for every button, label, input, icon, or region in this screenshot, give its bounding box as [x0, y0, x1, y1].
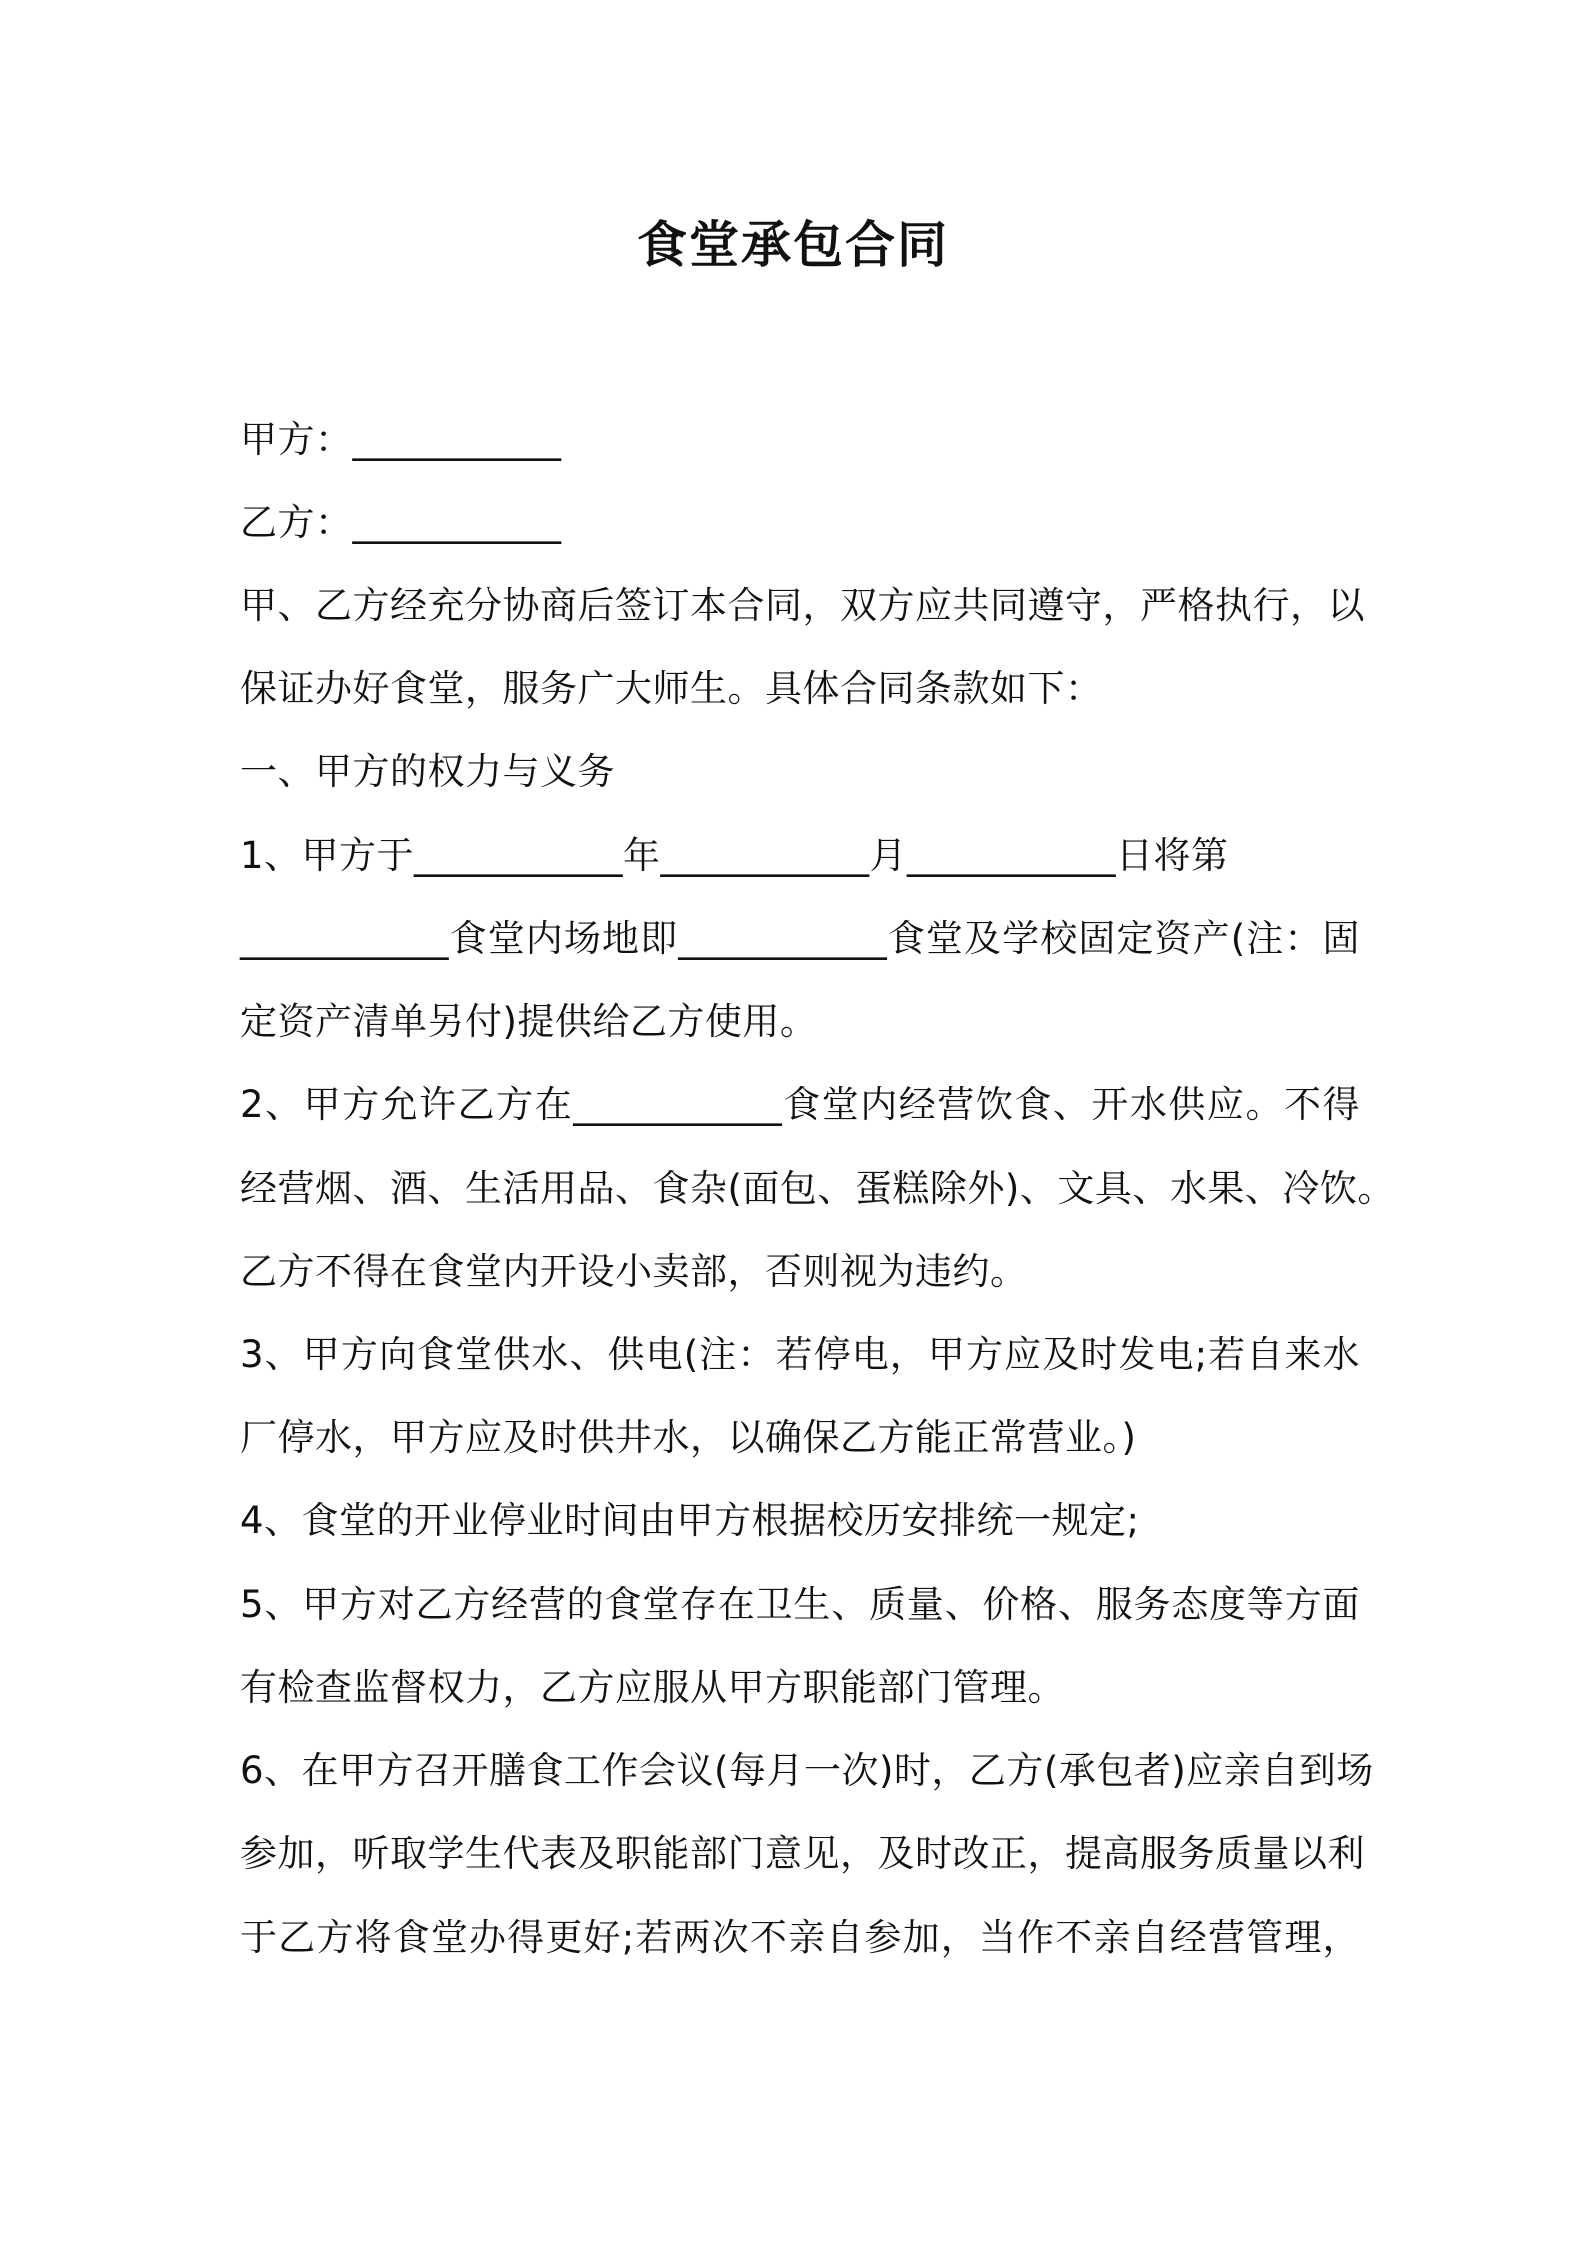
- clause-line: 有检查监督权力，乙方应服从甲方职能部门管理。: [240, 1666, 1065, 1709]
- party-b-line: 乙方：___________: [240, 501, 562, 544]
- body-line: 保证办好食堂，服务广大师生。具体合同条款如下：: [240, 667, 1103, 710]
- clause-line: 5、甲方对乙方经营的食堂存在卫生、质量、价格、服务态度等方面: [240, 1583, 1360, 1626]
- section-heading: 一、甲方的权力与义务: [240, 750, 615, 793]
- clause-line: 定资产清单另付)提供给乙方使用。: [240, 1000, 818, 1043]
- clause-line: ___________食堂内场地即___________食堂及学校固定资产(注：固: [240, 917, 1360, 960]
- party-a-line: 甲方：___________: [240, 418, 562, 461]
- clause-line: 参加，听取学生代表及职能部门意见，及时改正，提高服务质量以利: [240, 1832, 1365, 1875]
- clause-line: 于乙方将食堂办得更好;若两次不亲自参加，当作不亲自经营管理，: [240, 1916, 1360, 1959]
- clause-line: 经营烟、酒、生活用品、食杂(面包、蛋糕除外)、文具、水果、冷饮。: [240, 1167, 1395, 1210]
- document-title: 食堂承包合同: [637, 216, 949, 274]
- body-line: 甲、乙方经充分协商后签订本合同，双方应共同遵守，严格执行，以: [240, 584, 1365, 627]
- clause-line: 4、食堂的开业停业时间由甲方根据校历安排统一规定;: [240, 1499, 1140, 1542]
- clause-line: 3、甲方向食堂供水、供电(注：若停电，甲方应及时发电;若自来水: [240, 1333, 1360, 1376]
- clause-line: 厂停水，甲方应及时供井水，以确保乙方能正常营业。): [240, 1416, 1137, 1459]
- clause-line: 2、甲方允许乙方在___________食堂内经营饮食、开水供应。不得: [240, 1083, 1360, 1126]
- clause-line: 6、在甲方召开膳食工作会议(每月一次)时，乙方(承包者)应亲自到场: [240, 1749, 1374, 1792]
- clause-line: 1、甲方于___________年___________月___________日将第: [240, 834, 1229, 877]
- clause-line: 乙方不得在食堂内开设小卖部，否则视为违约。: [240, 1250, 1028, 1293]
